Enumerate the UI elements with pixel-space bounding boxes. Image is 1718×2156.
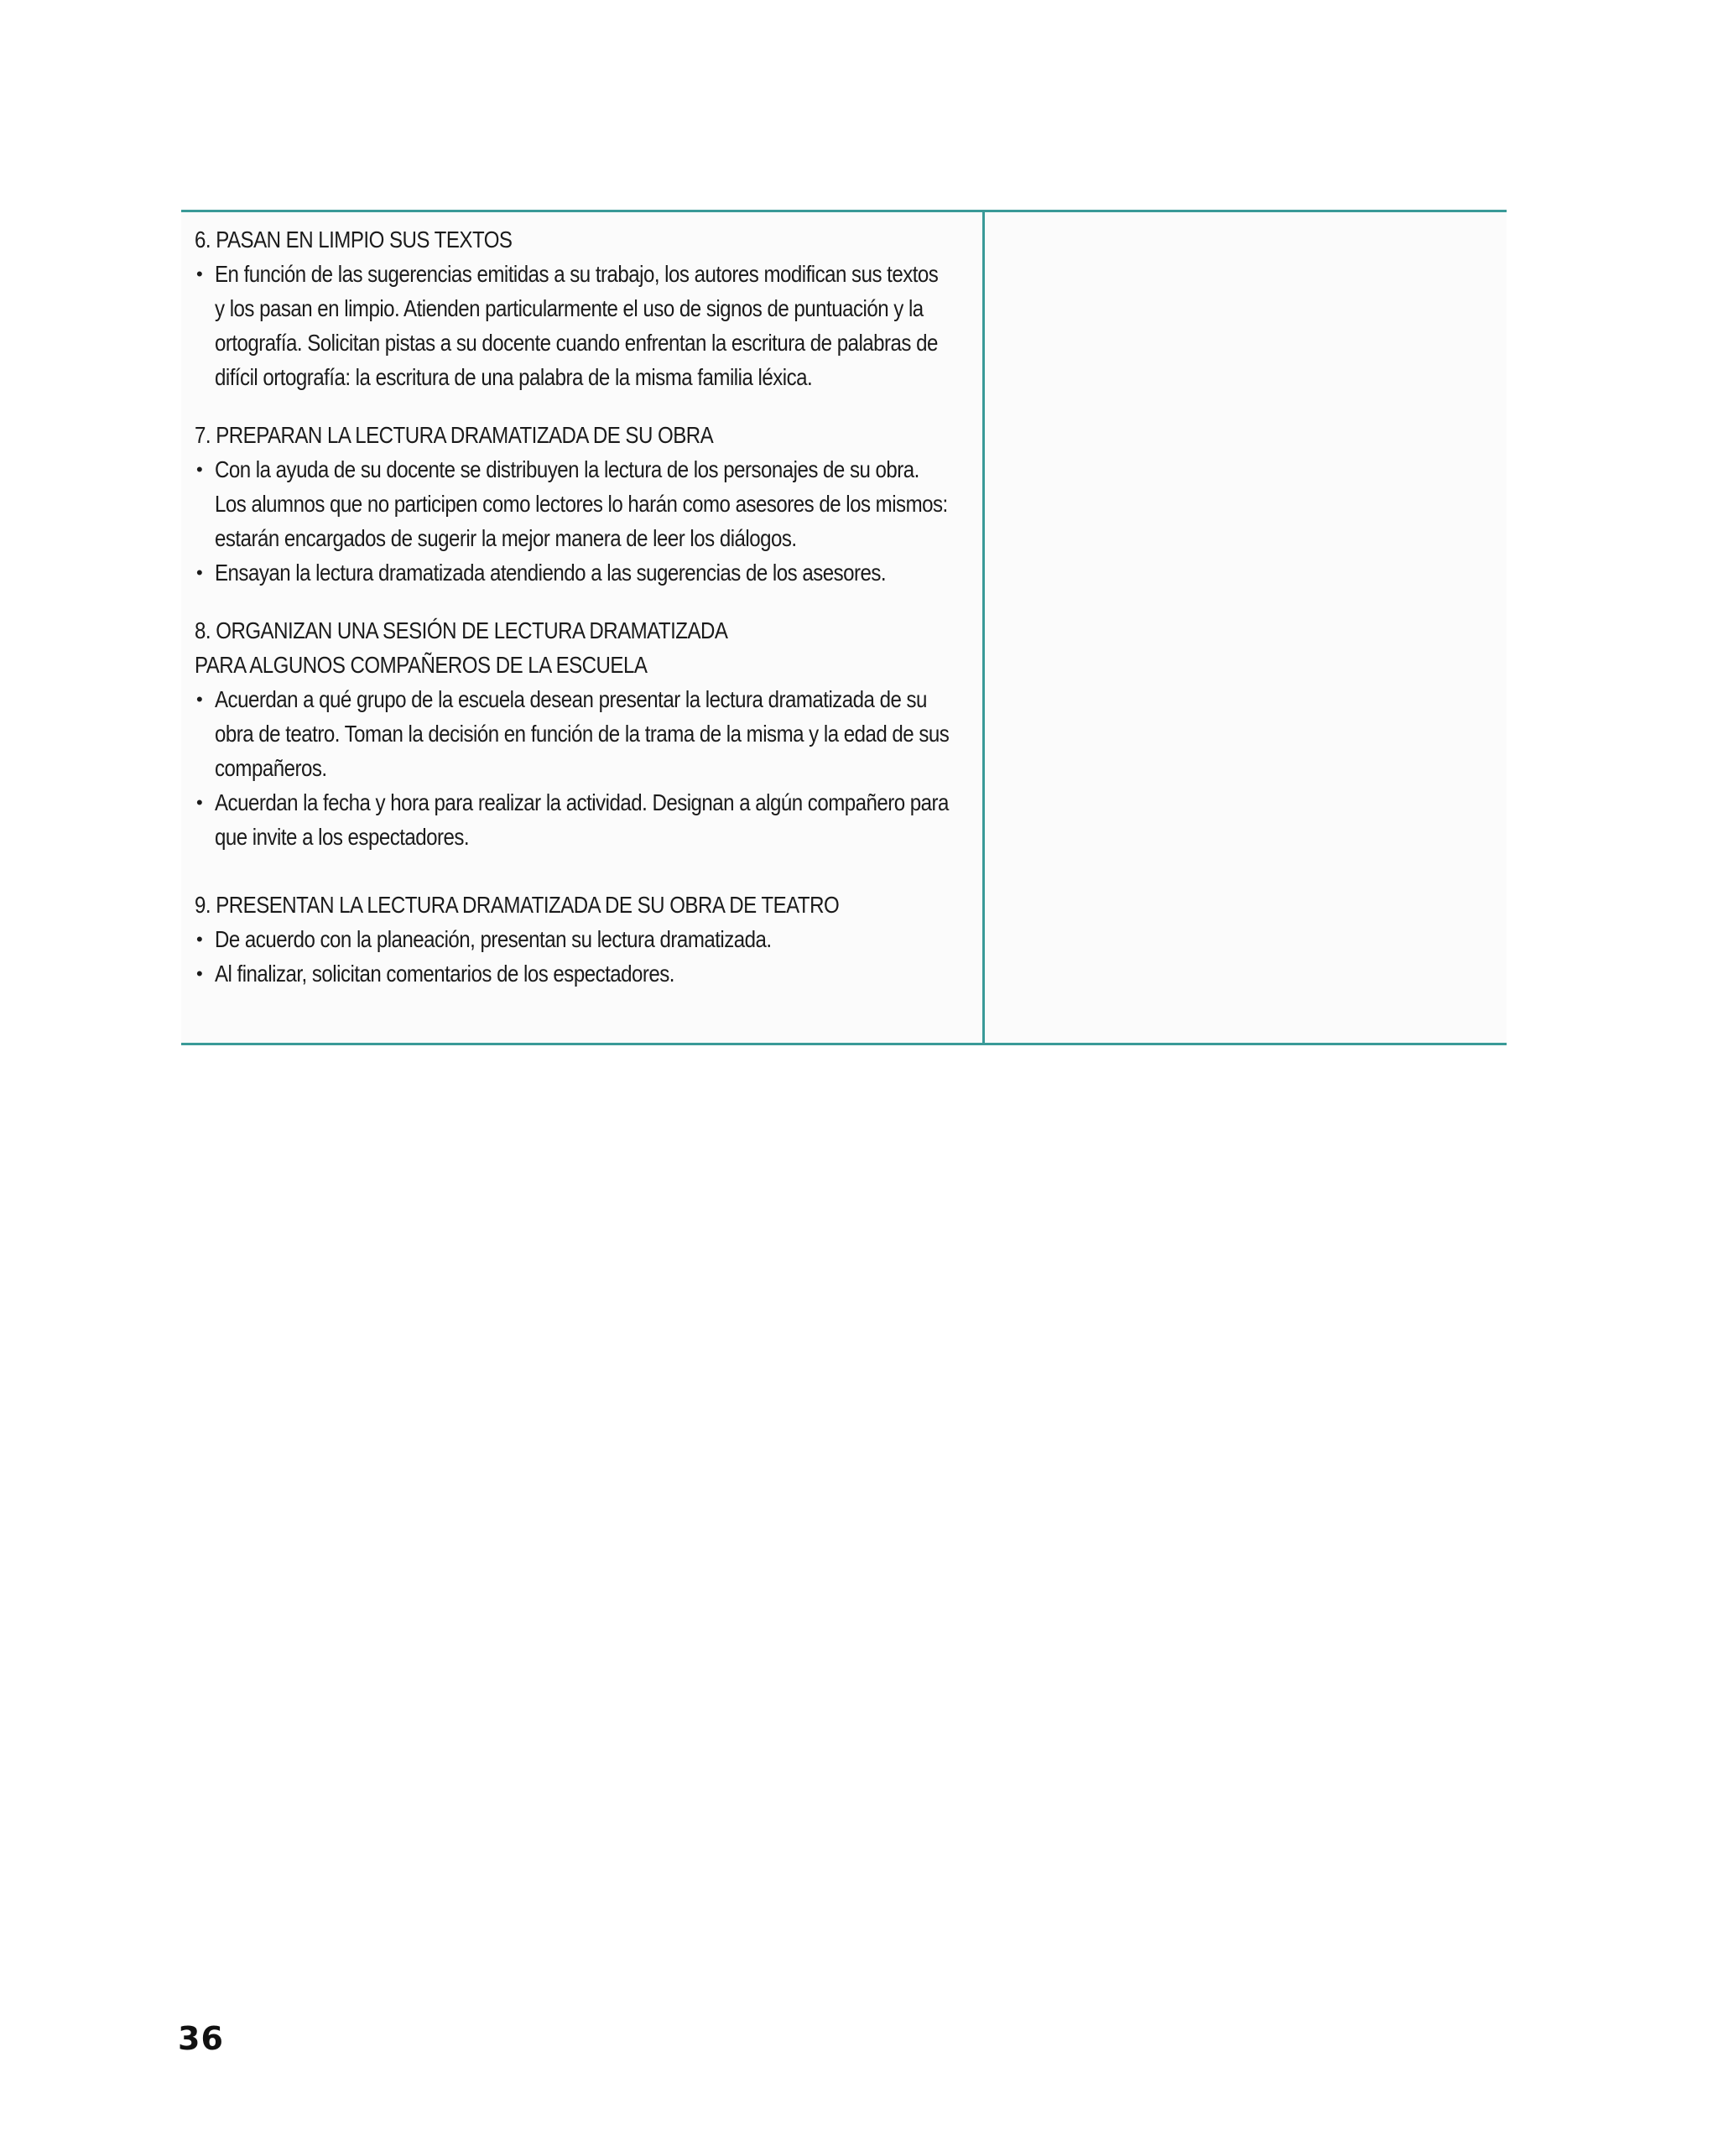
step-6-bullets xyxy=(195,257,971,394)
list-item: • De acuerdo con la planeación, presentan su lectura dramatizada. xyxy=(195,922,971,956)
step-9-section xyxy=(195,888,971,991)
list-item: • Al finalizar, solicitan comentarios de los espectadores. xyxy=(195,956,971,991)
step-7-title: 7. PREPARAN LA LECTURA DRAMATIZADA DE SU OBRA xyxy=(195,422,714,448)
activity-table xyxy=(181,210,1507,1045)
page-number: 36 xyxy=(178,2020,224,2057)
step-6-title: 6. PASAN EN LIMPIO SUS TEXTOS xyxy=(195,227,513,253)
bullet-icon: • xyxy=(196,459,203,480)
bullet-icon: • xyxy=(196,929,203,950)
step-8-title: 8. ORGANIZAN UNA SESIÓN DE LECTURA DRAMATIZADA PARA ALGUNOS COMPAÑEROS DE LA ESCUELA xyxy=(195,617,728,678)
step-7-bullets xyxy=(195,452,971,590)
list-item: • Ensayan la lectura dramatizada atendiendo a las sugerencias de los asesores. xyxy=(195,555,971,590)
step-9-title: 9. PRESENTAN LA LECTURA DRAMATIZADA DE SU OBRA DE TEATRO xyxy=(195,892,840,918)
step-8-bullets xyxy=(195,682,971,854)
list-item: • Con la ayuda de su docente se distribuyen la lectura de los personajes de su obra. Los alumnos que no participen como lectores lo harán como asesores de los mismos: estarán encargados de sugerir la mejor manera de leer los diálogos. xyxy=(195,452,971,555)
bullet-icon: • xyxy=(196,562,203,583)
step-8-section xyxy=(195,613,971,854)
list-item: • En función de las sugerencias emitidas a su trabajo, los autores modifican sus textos y los pasan en limpio. Atienden particularmente el uso de signos de puntuación y la ortografía. Solicitan pistas a su docente cuando enfrentan la escritura de palabras de difícil ortografía: la escritura de una palabra de la misma familia léxica. xyxy=(195,257,971,394)
step-7-section xyxy=(195,418,971,590)
list-item: • Acuerdan a qué grupo de la escuela desean presentar la lectura dramatizada de su obra de teatro. Toman la decisión en función de la trama de la misma y la edad de sus compañeros. xyxy=(195,682,971,785)
empty-notes-column xyxy=(985,212,1507,1043)
list-item: • Acuerdan la fecha y hora para realizar la actividad. Designan a algún compañero para que invite a los espectadores. xyxy=(195,785,971,854)
activity-steps-column xyxy=(181,212,985,1043)
bullet-icon: • xyxy=(196,263,203,284)
bullet-icon: • xyxy=(196,689,203,710)
step-6-section xyxy=(195,222,971,394)
step-9-bullets xyxy=(195,922,971,991)
bullet-icon: • xyxy=(196,963,203,984)
bullet-icon: • xyxy=(196,792,203,813)
